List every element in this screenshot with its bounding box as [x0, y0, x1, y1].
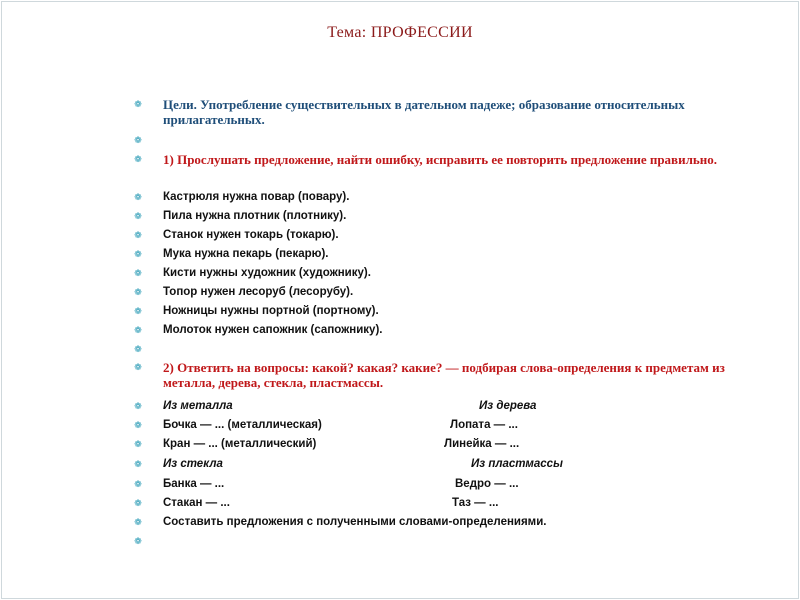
- sentence-text: Мука нужна пекарь (пекарю).: [163, 248, 329, 260]
- metal-heading: Из металла: [163, 400, 233, 412]
- bullet-icon: ❁: [134, 306, 142, 316]
- title-lead: Тема: [327, 24, 362, 41]
- bullet-icon: ❁: [134, 211, 142, 221]
- bullet-icon: ❁: [134, 420, 142, 430]
- bullet-icon: ❁: [134, 268, 142, 278]
- sentence-text: Пила нужна плотник (плотнику).: [163, 210, 347, 222]
- bullet-icon: ❁: [134, 439, 142, 449]
- table-cell: Линейка — ...: [444, 438, 520, 450]
- goals-text: Цели. Употребление существительных в дательном падеже; образование относительных прилагательных.: [163, 97, 685, 127]
- table-cell: Бочка — ... (металлическая): [163, 419, 322, 431]
- sentence-text: Станок нужен токарь (токарю).: [163, 229, 339, 241]
- bullet-icon: ❁: [134, 249, 142, 259]
- table-cell: Таз — ...: [452, 497, 499, 509]
- bullet-icon: ❁: [134, 479, 142, 489]
- sentence-text: Молоток нужен сапожник (сапожнику).: [163, 324, 383, 336]
- table-cell: Стакан — ...: [163, 497, 230, 509]
- sentence-text: Топор нужен лесоруб (лесорубу).: [163, 286, 354, 298]
- bullet-icon: ❁: [134, 344, 142, 354]
- bullet-icon: ❁: [134, 536, 142, 546]
- table-cell: Кран — ... (металлический): [163, 438, 317, 450]
- plastic-heading: Из пластмассы: [471, 458, 563, 470]
- final-text: Составить предложения с полученными словами-определениями.: [163, 516, 547, 528]
- bullet-icon: ❁: [134, 230, 142, 240]
- bullet-icon: ❁: [134, 517, 142, 527]
- title-separator: :: [361, 24, 367, 41]
- table-cell: Банка — ...: [163, 478, 225, 490]
- bullet-icon: ❁: [134, 362, 142, 372]
- bullet-icon: ❁: [134, 287, 142, 297]
- bullet-icon: ❁: [134, 135, 142, 145]
- bullet-icon: ❁: [134, 99, 142, 109]
- wood-heading: Из дерева: [479, 400, 537, 412]
- table-cell: Лопата — ...: [450, 419, 518, 431]
- bullet-icon: ❁: [134, 498, 142, 508]
- sentence-text: Кастрюля нужна повар (повару).: [163, 191, 350, 203]
- task2-text: 2) Ответить на вопросы: какой? какая? какие? — подбирая слова-определения к предметам из металла, дерева, стекла, пластмассы.: [163, 360, 725, 390]
- glass-heading: Из стекла: [163, 458, 223, 470]
- bullet-icon: ❁: [134, 401, 142, 411]
- title-text: ПРОФЕССИИ: [366, 24, 473, 41]
- sentence-text: Ножницы нужны портной (портному).: [163, 305, 379, 317]
- bullet-icon: ❁: [134, 459, 142, 469]
- table-cell: Ведро — ...: [455, 478, 519, 490]
- bullet-icon: ❁: [134, 325, 142, 335]
- task1-text: 1) Прослушать предложение, найти ошибку, исправить ее повторить предложение правильно.: [163, 152, 717, 167]
- sentence-text: Кисти нужны художник (художнику).: [163, 267, 371, 279]
- bullet-icon: ❁: [134, 154, 142, 164]
- bullet-icon: ❁: [134, 192, 142, 202]
